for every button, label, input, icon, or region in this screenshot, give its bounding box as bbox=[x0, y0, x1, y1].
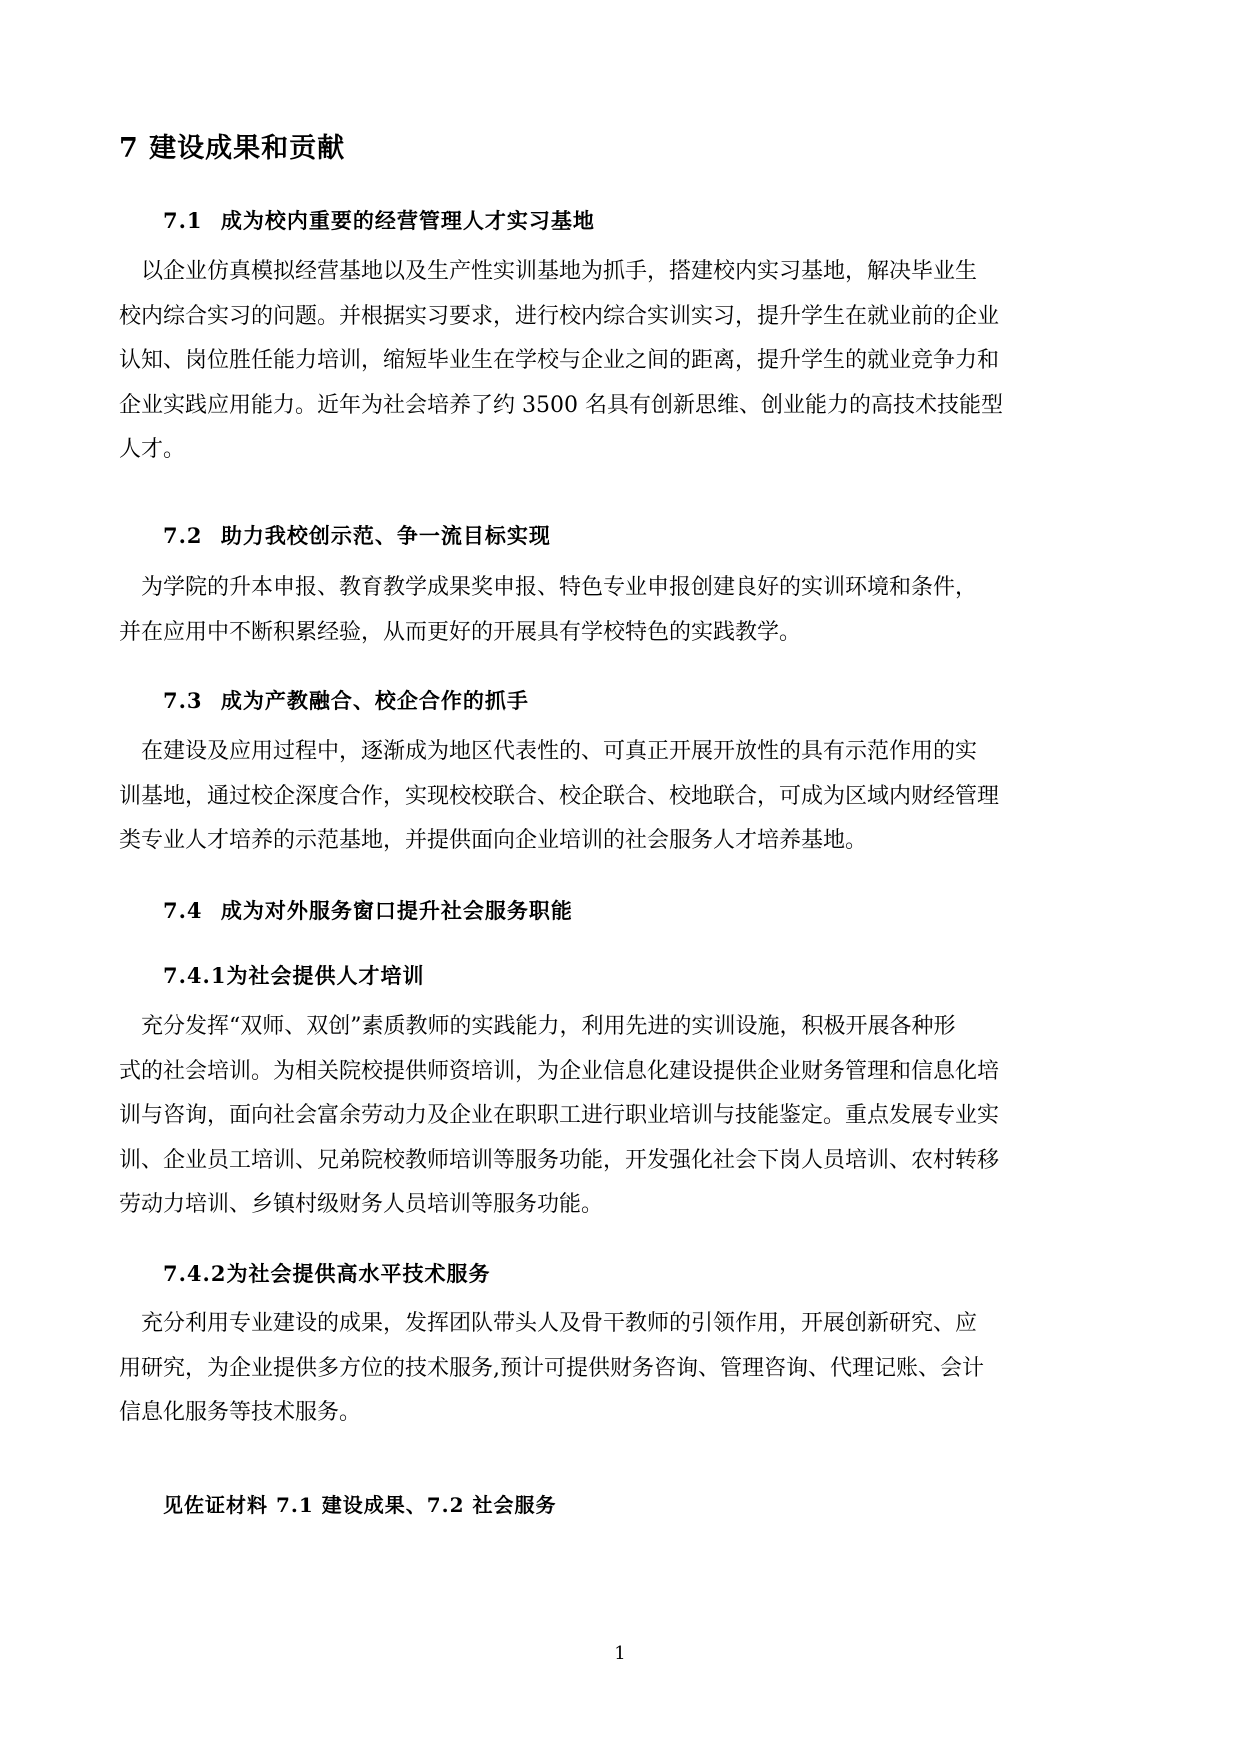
section-heading-7-2 bbox=[163, 520, 551, 550]
paragraph-line: 信息化服务等技术服务。 bbox=[119, 1400, 362, 1425]
section-title: 成为对外服务窗口提升社会服务职能 bbox=[220, 898, 573, 923]
paragraph-line: 人才。 bbox=[119, 437, 186, 462]
paragraph-7-4-2 bbox=[119, 1302, 1129, 1436]
paragraph-line: 充分利用专业建设的成果，发挥团队带头人及骨干教师的引领作用，开展创新研究、应 bbox=[119, 1311, 978, 1336]
section-title: 成为产教融合、校企合作的抓手 bbox=[220, 688, 529, 713]
paragraph-7-2 bbox=[119, 566, 1129, 655]
paragraph-line: 企业实践应用能力。近年为社会培养了约 3500 名具有创新思维、创业能力的高技术技能型 bbox=[119, 392, 1003, 418]
page-number: 1 bbox=[614, 1643, 626, 1664]
section-title: 为社会提供人才培训 bbox=[226, 963, 425, 988]
paragraph-line: 类专业人才培养的示范基地，并提供面向企业培训的社会服务人才培养基地。 bbox=[119, 828, 868, 853]
section-number: 7.4 bbox=[163, 898, 203, 923]
section-number: 7.2 bbox=[163, 523, 203, 548]
section-title: 助力我校创示范、争一流目标实现 bbox=[220, 523, 551, 548]
paragraph-line: 为学院的升本申报、教育教学成果奖申报、特色专业申报创建良好的实训环境和条件， bbox=[119, 575, 978, 600]
section-heading-7-1 bbox=[163, 205, 595, 235]
paragraph-line: 训基地，通过校企深度合作，实现校校联合、校企联合、校地联合，可成为区域内财经管理 bbox=[119, 783, 1000, 809]
evidence-note: 见佐证材料 7.1 建设成果、7.2 社会服务 bbox=[163, 1493, 557, 1517]
section-title: 为社会提供高水平技术服务 bbox=[226, 1261, 491, 1286]
paragraph-7-3 bbox=[119, 730, 1129, 864]
section-heading-7-4-1 bbox=[163, 960, 424, 990]
paragraph-line: 充分发挥“双师、双创”素质教师的实践能力，利用先进的实训设施，积极开展各种形 bbox=[119, 1014, 956, 1039]
paragraph-line: 式的社会培训。为相关院校提供师资培训，为企业信息化建设提供企业财务管理和信息化培 bbox=[119, 1058, 1000, 1084]
paragraph-line: 劳动力培训、乡镇村级财务人员培训等服务功能。 bbox=[119, 1192, 604, 1217]
section-number: 7.4.2 bbox=[163, 1261, 227, 1286]
section-title: 成为校内重要的经营管理人才实习基地 bbox=[220, 208, 595, 233]
paragraph-line: 并在应用中不断积累经验，从而更好的开展具有学校特色的实践教学。 bbox=[119, 619, 802, 645]
section-number: 7.1 bbox=[163, 208, 203, 233]
paragraph-line: 训与咨询，面向社会富余劳动力及企业在职职工进行职业培训与技能鉴定。重点发展专业实 bbox=[119, 1103, 1000, 1128]
section-number: 7.3 bbox=[163, 688, 203, 713]
section-heading-7-3 bbox=[163, 685, 529, 715]
section-heading-7-4-2 bbox=[163, 1258, 490, 1288]
chapter-heading: 7 建设成果和贡献 bbox=[119, 133, 346, 164]
paragraph-line: 以企业仿真模拟经营基地以及生产性实训基地为抓手，搭建校内实习基地，解决毕业生 bbox=[119, 259, 978, 284]
paragraph-line: 训、企业员工培训、兄弟院校教师培训等服务功能，开发强化社会下岗人员培训、农村转移 bbox=[119, 1147, 1000, 1173]
paragraph-line: 认知、岗位胜任能力培训，缩短毕业生在学校与企业之间的距离，提升学生的就业竞争力和 bbox=[119, 348, 1000, 373]
paragraph-7-4-1 bbox=[119, 1005, 1129, 1228]
paragraph-line: 在建设及应用过程中，逐渐成为地区代表性的、可真正开展开放性的具有示范作用的实 bbox=[119, 739, 978, 764]
paragraph-7-1 bbox=[119, 250, 1129, 473]
section-number: 7.4.1 bbox=[163, 963, 227, 988]
section-heading-7-4 bbox=[163, 895, 573, 925]
paragraph-line: 校内综合实习的问题。并根据实习要求，进行校内综合实训实习，提升学生在就业前的企业 bbox=[119, 303, 1000, 329]
paragraph-line: 用研究，为企业提供多方位的技术服务,预计可提供财务咨询、管理咨询、代理记账、会计 bbox=[119, 1355, 984, 1381]
